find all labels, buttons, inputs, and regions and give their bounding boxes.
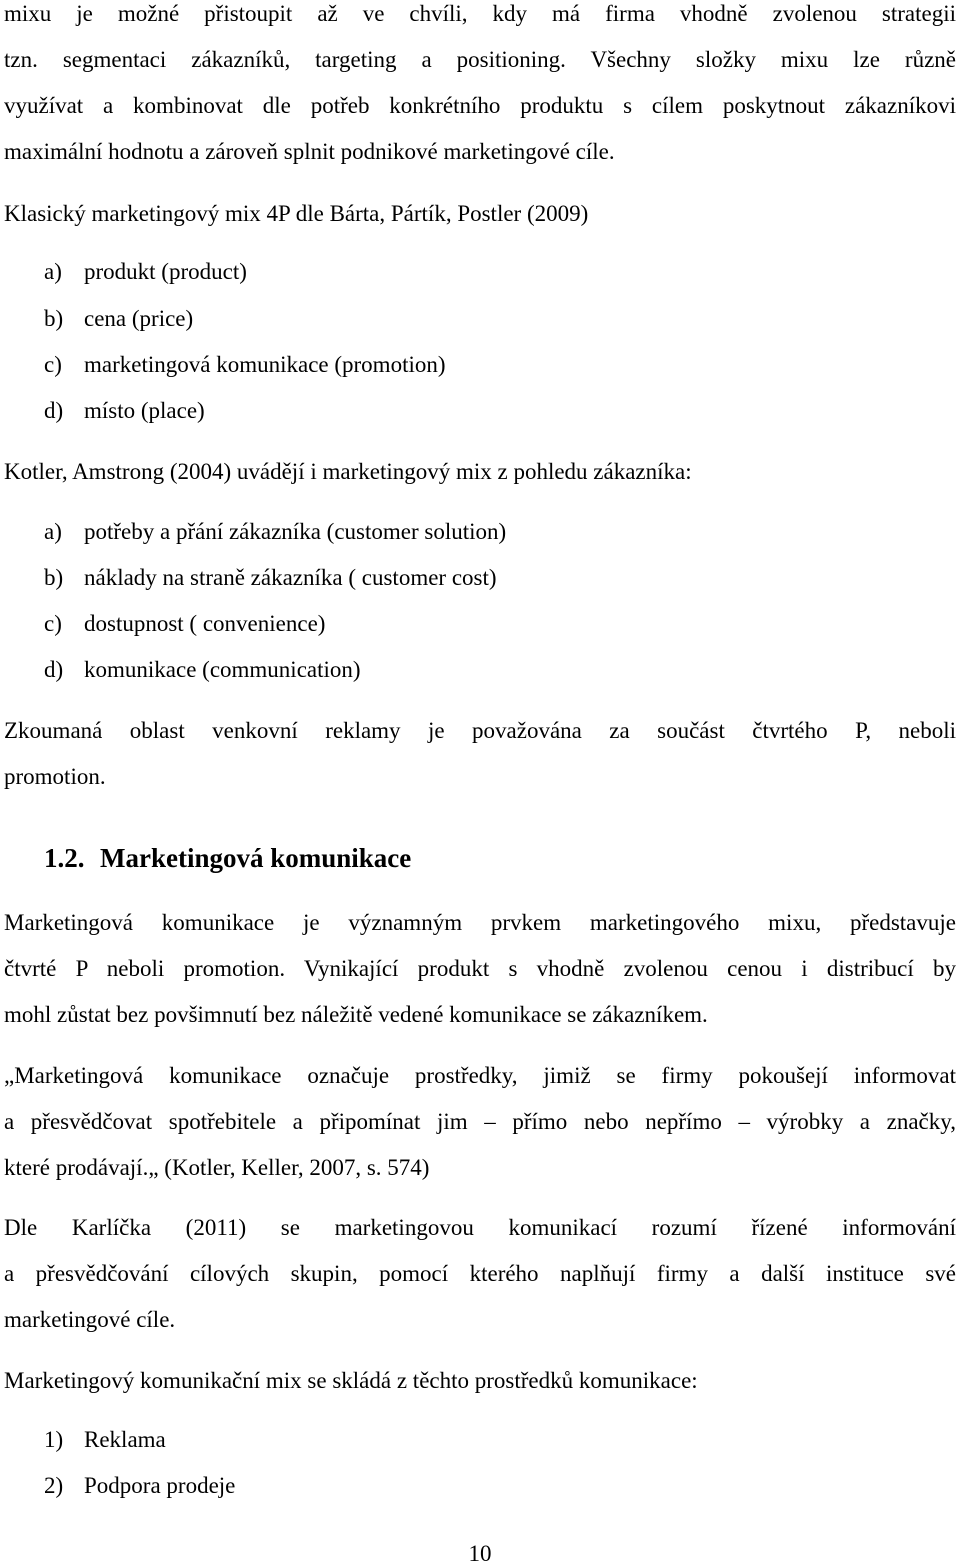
paragraph-quote-line: „Marketingová komunikace označuje prostředky, jimiž se firmy pokoušejí informovat [4,1063,956,1088]
list-item-text: produkt (product) [84,259,247,284]
list-item [44,351,446,379]
list-marker: d) [44,657,64,682]
paragraph-intro-line: využívat a kombinovat dle potřeb konkrétního produktu s cílem poskytnout zákazníkovi [4,93,956,118]
list-item-text: Podpora prodeje [84,1473,236,1498]
page-number: 10 [468,1541,492,1566]
paragraph-karlicek-line: a přesvědčování cílových skupin, pomocí kterého naplňují firmy a další instituce své [4,1261,956,1286]
list-item-text: místo (place) [84,398,205,423]
list-item-text: Reklama [84,1427,166,1452]
paragraph-outdoor-line: promotion. [4,764,106,789]
mix-comm-intro: Marketingový komunikační mix se skládá z těchto prostředků komunikace: [4,1368,698,1393]
list-marker: c) [44,611,62,636]
list-marker: a) [44,259,62,284]
list-item-text: dostupnost ( convenience) [84,611,326,636]
list-item [44,656,361,684]
paragraph-quote-line: a přesvědčovat spotřebitele a připomínat jim – přímo nebo nepřímo – výrobky a značky, [4,1109,956,1134]
paragraph-mk-line: čtvrté P neboli promotion. Vynikající produkt s vhodně zvolenou cenou i distribucí by [4,956,956,981]
list-item [44,397,205,425]
list-item [44,610,325,638]
mix-4c-intro: Kotler, Amstrong (2004) uvádějí i marketingový mix z pohledu zákazníka: [4,459,692,484]
list-item-text: cena (price) [84,306,194,331]
list-marker: b) [44,306,64,331]
list-marker: a) [44,519,62,544]
list-item-text: komunikace (communication) [84,657,361,682]
list-marker: b) [44,565,64,590]
list-item [44,1472,235,1500]
list-item [44,518,506,546]
list-item-text: náklady na straně zákazníka ( customer cost) [84,565,497,590]
list-item-text: potřeby a přání zákazníka (customer solution) [84,519,507,544]
paragraph-outdoor-line: Zkoumaná oblast venkovní reklamy je považována za součást čtvrtého P, neboli [4,718,956,743]
list-marker: d) [44,398,64,423]
section-heading [44,842,411,874]
paragraph-karlicek-line: Dle Karlíčka (2011) se marketingovou komunikací rozumí řízené informování [4,1215,956,1240]
section-number: 1.2. [44,843,85,873]
paragraph-intro-line: tzn. segmentaci zákazníků, targeting a positioning. Všechny složky mixu lze různě [4,47,956,72]
list-marker: 2) [44,1473,64,1498]
list-item [44,564,497,592]
section-title: Marketingová komunikace [100,843,412,873]
list-marker: 1) [44,1427,64,1452]
mix-4p-intro: Klasický marketingový mix 4P dle Bárta, Pártík, Postler (2009) [4,201,589,226]
list-item [44,305,193,333]
paragraph-intro-line: mixu je možné přistoupit až ve chvíli, kdy má firma vhodně zvolenou strategii [4,1,956,26]
paragraph-mk-line: mohl zůstat bez povšimnutí bez náležitě vedené komunikace se zákazníkem. [4,1002,708,1027]
paragraph-karlicek-line: marketingové cíle. [4,1307,176,1332]
list-marker: c) [44,352,62,377]
paragraph-intro-line: maximální hodnotu a zároveň splnit podnikové marketingové cíle. [4,139,615,164]
paragraph-mk-line: Marketingová komunikace je významným prvkem marketingového mixu, představuje [4,910,956,935]
list-item [44,258,247,286]
paragraph-quote-line: které prodávají.„ (Kotler, Keller, 2007, s. 574) [4,1155,430,1180]
list-item-text: marketingová komunikace (promotion) [84,352,446,377]
list-item [44,1426,166,1454]
